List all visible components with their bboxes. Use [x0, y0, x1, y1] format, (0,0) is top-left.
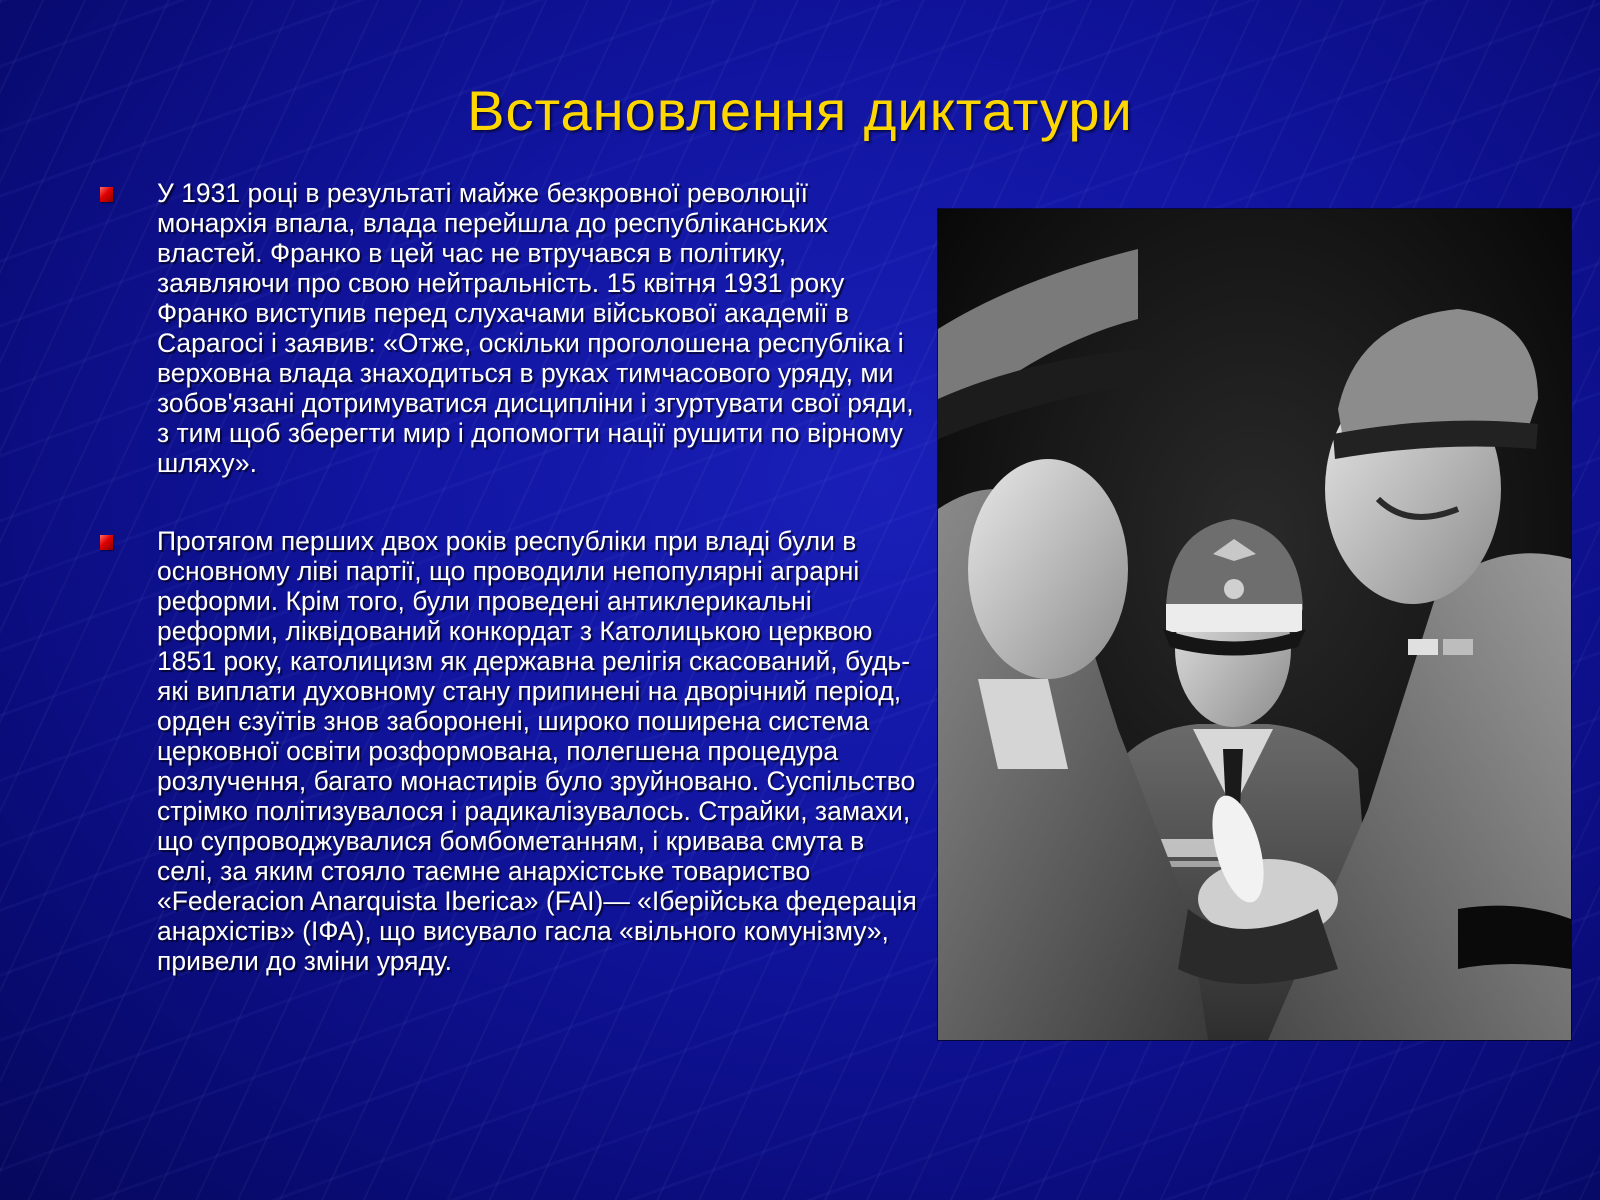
bullet-text: У 1931 році в результаті майже безкровної революції монархія впала, влада перейшла до республіканських властей. Франко в цей час не втручався в політику, заявляючи про свою нейтральність. 15 квітня 1931 року Франко виступив перед слухачами військової академії в Сарагосі і заявив: «Отже, оскільки проголошена республіка і верховна влада знаходиться в руках тимчасового уряду, ми зобов'язані дотримуватися дисципліни і згуртувати свої ряди, з тим щоб зберегти мир і допомогти нації рушити по вірному шляху». [157, 178, 914, 478]
bullet-list [95, 178, 925, 1024]
bullet-square-icon [100, 535, 113, 550]
bullet-text: Протягом перших двох років республіки при владі були в основному ліві партії, що проводили непопулярні аграрні реформи. Крім того, були проведені антиклерикальні реформи, ліквідований конкордат з Католицькою церквою 1851 року, католицизм як державна релігія скасований, будь-які виплати духовному стану припинені на дворічний період, орден єзуїтів знов заборонені, широко поширена система церковної освіти розформована, полегшена процедура розлучення, багато монастирів було зруйновано. Суспільство стрімко політизувалося і радикалізувалось. Страйки, замахи, що супроводжувалися бомбометанням, і кривава смута в селі, за яким стояло таємне анархістське товариство «Federacion Anarquista Iberica» (FAI)— «Іберійська федерація анархістів» (ІФА), що висувало гасла «вільного комунізму», привели до зміни уряду. [157, 526, 917, 976]
bullet-square-icon [100, 187, 113, 202]
photo-illustration [938, 209, 1571, 1040]
bullet-item [95, 526, 925, 976]
slide-title: Встановлення диктатури [467, 79, 1133, 142]
historical-photo [938, 209, 1571, 1040]
bullet-item [95, 178, 925, 478]
